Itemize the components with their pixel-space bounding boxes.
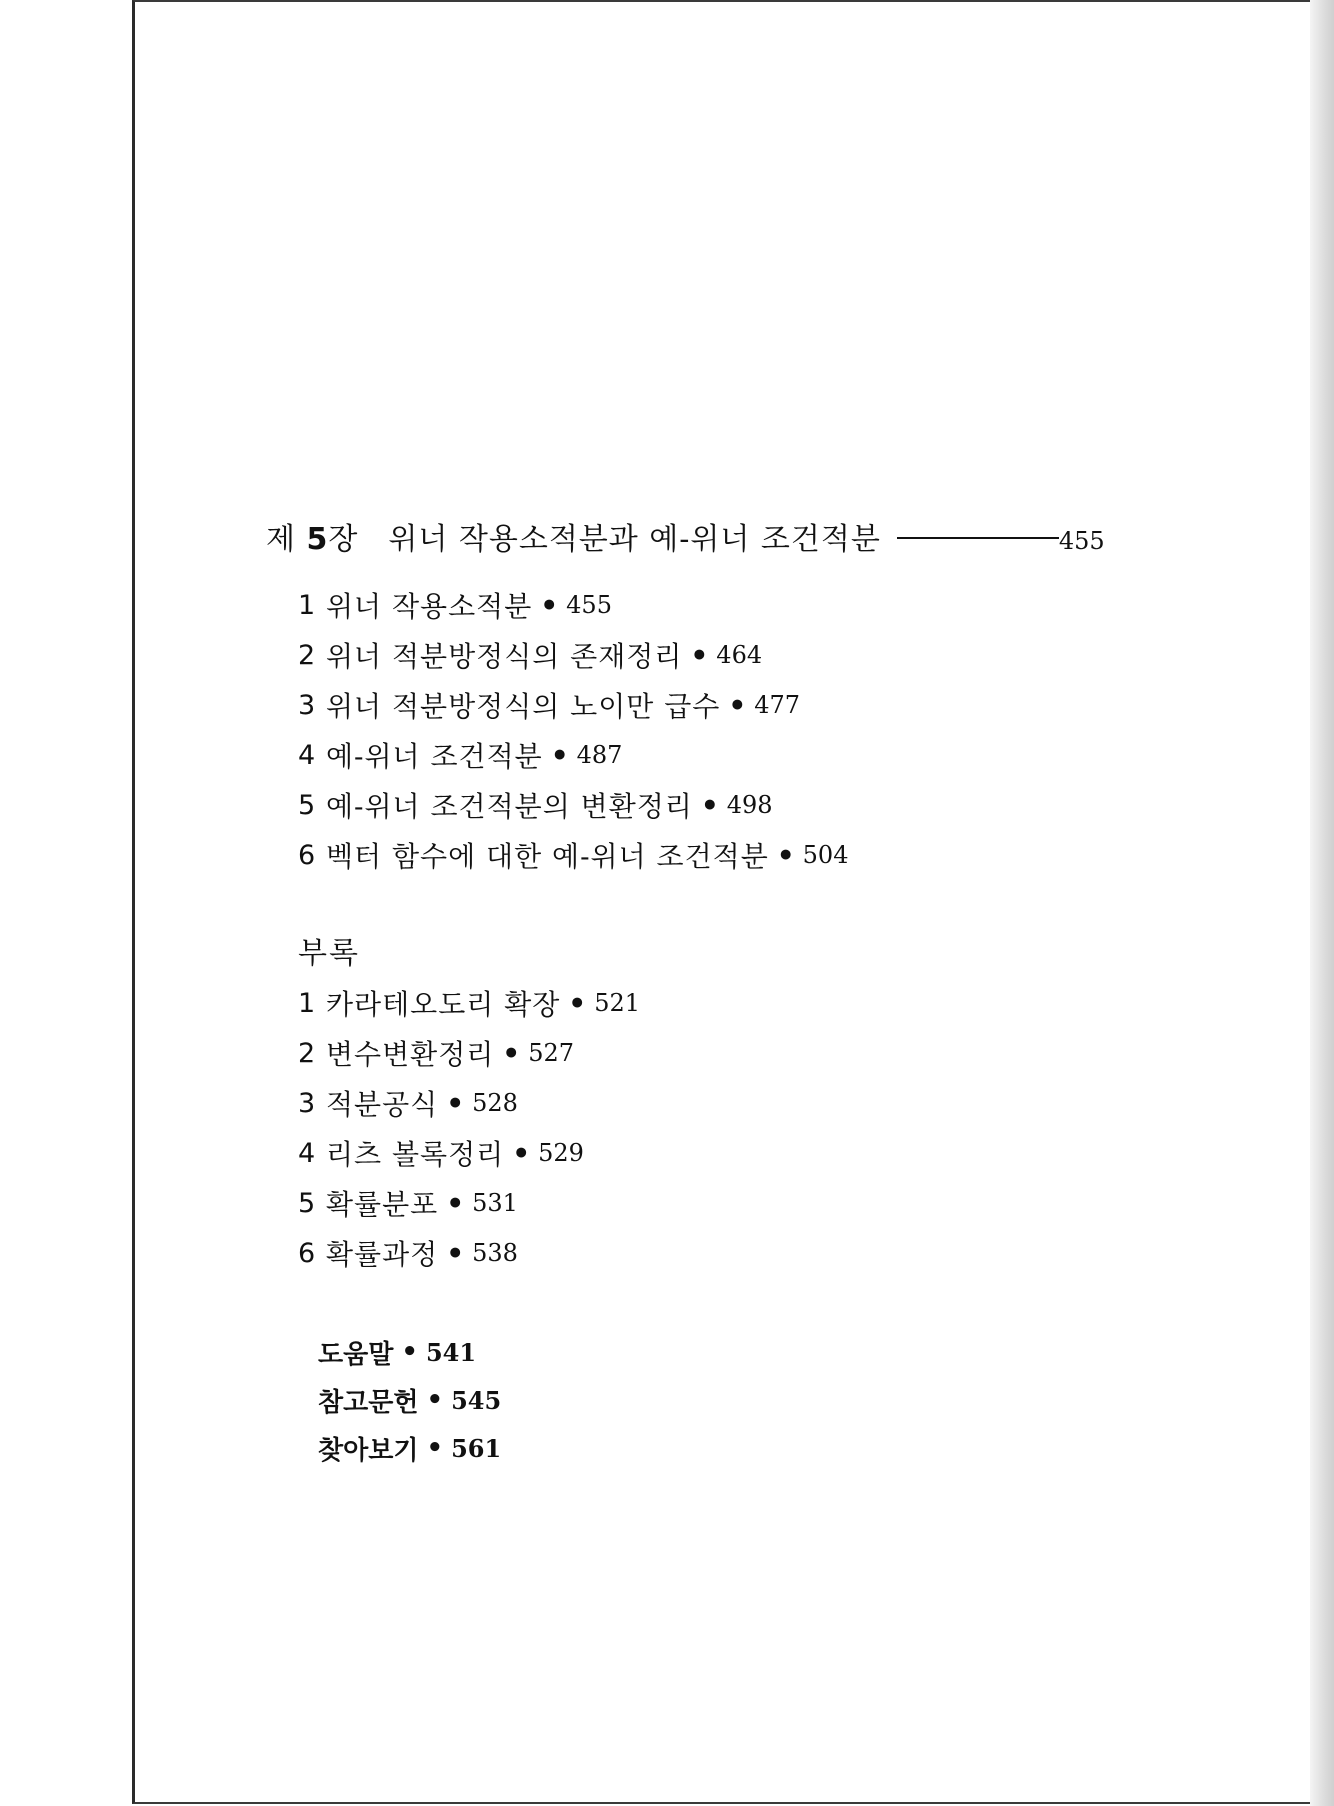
entry-page-number: 527: [528, 1039, 575, 1067]
separator-dot: •: [401, 1337, 418, 1367]
toc-entry: [298, 978, 1198, 1028]
entry-number: 2: [298, 639, 316, 671]
entry-page-number: 529: [538, 1139, 584, 1167]
entry-number: 6: [298, 839, 316, 871]
entry-title: 벡터 함수에 대한 예-위너 조건적분: [326, 840, 769, 873]
entry-title: 예-위너 조건적분: [326, 740, 543, 773]
appendix-list: [298, 978, 1198, 1278]
chapter-heading: [266, 514, 1166, 562]
entry-title: 확률분포: [326, 1188, 439, 1221]
toc-entry: [298, 1128, 1198, 1178]
entry-number: 2: [298, 1037, 316, 1069]
entry-number: 1: [298, 589, 316, 621]
back-matter-entry: [318, 1424, 718, 1472]
entry-number: 1: [298, 987, 316, 1019]
appendix-heading: 부록: [298, 936, 360, 971]
separator-dot: •: [690, 638, 709, 672]
entry-page-number: 487: [576, 741, 623, 769]
chapter-label-suffix: 장: [328, 522, 359, 557]
toc-entry: [298, 1228, 1198, 1278]
separator-dot: •: [568, 986, 587, 1020]
entry-number: 3: [298, 689, 316, 721]
separator-dot: •: [512, 1136, 531, 1170]
toc-entry: [298, 630, 1198, 680]
entry-page-number: 521: [594, 989, 641, 1017]
separator-dot: •: [776, 838, 795, 872]
entry-title: 카라테오도리 확장: [326, 988, 561, 1021]
separator-dot: •: [540, 588, 559, 622]
entry-page-number: 464: [716, 641, 763, 669]
entry-number: 4: [298, 739, 316, 771]
entry-page-number: 498: [726, 791, 773, 819]
entry-title: 위너 작용소적분: [326, 590, 533, 623]
toc-entry: [298, 580, 1198, 630]
entry-title: 위너 적분방정식의 존재정리: [326, 640, 683, 673]
separator-dot: •: [446, 1086, 465, 1120]
toc-entry: [298, 1028, 1198, 1078]
separator-dot: •: [728, 688, 747, 722]
entry-title: 위너 적분방정식의 노이만 급수: [326, 690, 721, 723]
entry-number: 5: [298, 1187, 316, 1219]
entry-page-number: 477: [754, 691, 801, 719]
chapter-label: [266, 514, 358, 558]
entry-page-number: 541: [425, 1337, 477, 1367]
entry-number: 4: [298, 1137, 316, 1169]
back-matter-list: [318, 1328, 718, 1472]
separator-dot: •: [446, 1186, 465, 1220]
chapter-page-number: 455: [1058, 527, 1105, 555]
entry-title: 적분공식: [326, 1088, 439, 1121]
toc-entry: [298, 830, 1198, 880]
separator-dot: •: [700, 788, 719, 822]
entry-title: 변수변환정리: [326, 1038, 495, 1071]
entry-page-number: 531: [472, 1189, 518, 1217]
chapter-label-prefix: 제: [266, 522, 296, 557]
chapter-number: 5: [306, 522, 329, 557]
entry-title: 확률과정: [326, 1238, 439, 1271]
toc-entry: [298, 680, 1198, 730]
entry-page-number: 528: [472, 1089, 518, 1117]
chapter-section-list: [298, 580, 1198, 880]
separator-dot: •: [426, 1433, 444, 1463]
back-matter-entry: [318, 1328, 718, 1376]
separator-dot: •: [426, 1385, 444, 1415]
entry-page-number: 538: [472, 1239, 518, 1267]
entry-title: 참고문헌: [318, 1387, 419, 1418]
entry-title: 찾아보기: [318, 1435, 419, 1466]
entry-page-number: 561: [451, 1433, 502, 1463]
separator-dot: •: [446, 1236, 465, 1270]
entry-title: 도움말: [318, 1339, 394, 1370]
entry-number: 6: [298, 1237, 316, 1269]
toc-entry: [298, 1078, 1198, 1128]
entry-number: 3: [298, 1087, 316, 1119]
leader-line: [897, 537, 1059, 539]
chapter-title: 위너 작용소적분과 예-위너 조건적분: [388, 522, 881, 557]
entry-title: 리츠 볼록정리: [326, 1138, 505, 1171]
toc-entry: [298, 1178, 1198, 1228]
entry-number: 5: [298, 789, 316, 821]
back-matter-entry: [318, 1376, 718, 1424]
entry-page-number: 545: [451, 1385, 502, 1415]
entry-page-number: 504: [802, 841, 849, 869]
separator-dot: •: [550, 738, 569, 772]
entry-page-number: 455: [566, 591, 612, 619]
entry-title: 예-위너 조건적분의 변환정리: [326, 790, 693, 823]
separator-dot: •: [502, 1036, 521, 1070]
toc-entry: [298, 780, 1198, 830]
toc-entry: [298, 730, 1198, 780]
